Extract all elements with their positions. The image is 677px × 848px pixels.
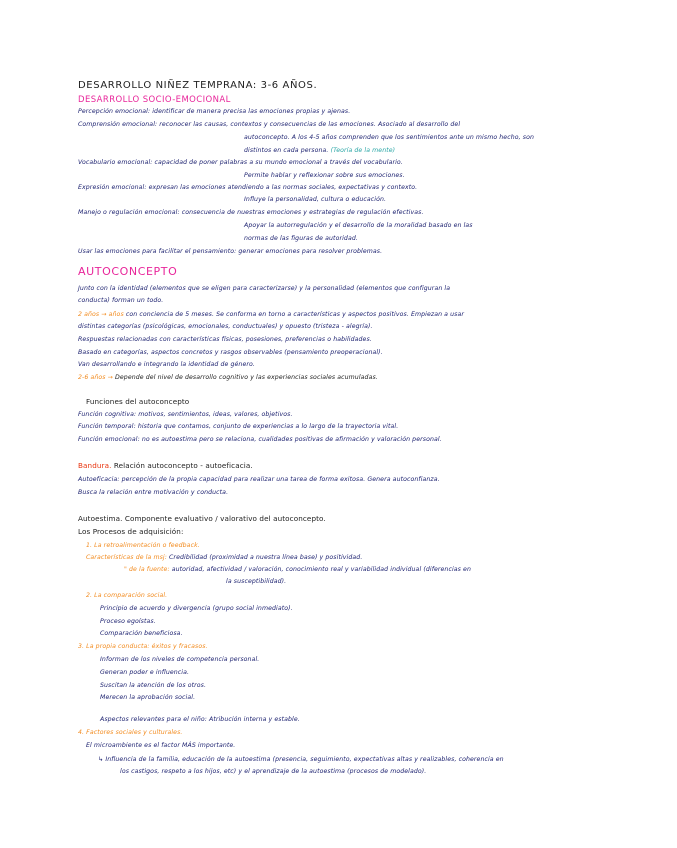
section-heading-autoconcepto: AUTOCONCEPTO [78,265,178,278]
note-line: ↳ Influencia de la familia, educación de la autoestima (presencia, seguimiento, expectativas altas y realizables, coherencia en [98,756,504,763]
section-heading-socioemocional: DESARROLLO SOCIO-EMOCIONAL [78,95,231,105]
note-line: Los Procesos de adquisición: [78,527,184,536]
note-text: Relación autoconcepto - autoeficacia. [113,461,253,470]
note-line: Expresión emocional: expresan las emociones atendiendo a las normas sociales, expectativas y contexto. [78,184,418,191]
bandura-label: Bandura. [78,461,112,470]
note-highlight: (Teoría de la mente) [330,147,396,154]
note-line: Influye la personalidad, cultura o educación. [244,196,387,203]
note-line: Comparación beneficiosa. [100,630,183,637]
note-highlight: 2-6 años → [78,374,113,381]
note-text: Credibilidad (proximidad a nuestra línea base) y positividad. [169,554,363,561]
list-heading: 2. La comparación social. [86,592,168,599]
note-line: la susceptibilidad). [226,578,287,585]
list-heading: 4. Factores sociales y culturales. [78,729,183,736]
note-line [86,554,362,562]
note-line: Principio de acuerdo y divergencia (grupo social inmediato). [100,605,293,612]
note-line: Percepción emocional: identificar de manera precisa las emociones propias y ajenas. [78,108,351,115]
note-line: Aspectos relevantes para el niño: Atribución interna y estable. [100,716,300,723]
note-line: Manejo o regulación emocional: consecuencia de nuestras emociones y estrategias de regulación efectivas. [78,209,424,216]
note-text: Depende del nivel de desarrollo cognitivo y las experiencias sociales acumuladas. [115,374,378,381]
note-line: Merecen la aprobación social. [100,694,196,701]
note-line: Apoyar la autorregulación y el desarrollo de la moralidad basado en las [244,222,473,229]
note-line [78,462,253,470]
note-line: Suscitan la atención de los otros. [100,682,207,689]
note-line: distintas categorías (psicológicas, emocionales, conductuales) y opuesto (tristeza - alegría). [78,323,373,330]
note-line [124,566,471,574]
note-line: Vocabulario emocional: capacidad de poner palabras a su mundo emocional a través del vocabulario. [78,159,403,166]
note-line: autoconcepto. A los 4-5 años comprenden que los sentimientos ante un mismo hecho, son [244,134,534,141]
note-text: distintos en cada persona. [244,147,329,154]
list-heading: 1. La retroalimentación o feedback. [86,542,200,549]
note-highlight: 2 años → años [78,311,124,318]
note-line: Permite hablar y reflexionar sobre sus emociones. [244,172,405,179]
note-line: Van desarrollando e integrando la identidad de género. [78,361,255,368]
note-line [78,374,378,382]
note-line: Usar las emociones para facilitar el pensamiento: generar emociones para resolver problemas. [78,248,383,255]
list-heading: 3. La propia conducta: éxitos y fracasos. [78,643,208,650]
note-line: Basado en categorías, aspectos concretos y rasgos observables (pensamiento preoperacional). [78,349,383,356]
note-label: Características de la msj: [86,554,167,561]
section-heading-autoestima: Autoestima. Componente evaluativo / valorativo del autoconcepto. [78,514,326,523]
note-line [244,147,395,155]
note-text: con conciencia de 5 meses. Se conforma en torno a características y aspectos positivos. Empiezan a usar [125,311,465,318]
note-text: autoridad, afectividad / valoración, conocimiento real y variabilidad individual (diferencias en [171,566,471,573]
note-line: Busca la relación entre motivación y conducta. [78,489,229,496]
note-line: Función temporal: historia que contamos, conjunto de experiencias a lo largo de la trayectoria vital. [78,423,399,430]
note-line: conducta) forman un todo. [78,297,164,304]
page-title: DESARROLLO NIÑEZ TEMPRANA: 3-6 AÑOS. [78,80,318,91]
note-line: Informan de los niveles de competencia personal. [100,656,260,663]
note-line: Junto con la identidad (elementos que se eligen para caracterizarse) y la personalidad (elementos que configuran la [78,285,451,292]
note-line: normas de las figuras de autoridad. [244,235,358,242]
note-line: Comprensión emocional: reconocer las causas, contextos y consecuencias de las emociones. Asociado al desarrollo del [78,121,461,128]
note-line: Función cognitiva: motivos, sentimientos, ideas, valores, objetivos. [78,411,293,418]
section-heading-funciones: Funciones del autoconcepto [86,397,190,406]
note-line: los castigos, respeto a los hijos, etc) y el aprendizaje de la autoestima (procesos de modelado). [120,768,427,775]
note-line: Proceso egoístas. [100,618,156,625]
note-line: Generan poder e influencia. [100,669,190,676]
note-line: El microambiente es el factor MÁS importante. [86,742,236,749]
note-label: " de la fuente: [124,566,170,573]
note-line: Función emocional: no es autoestima pero se relaciona, cualidades positivas de afirmación y valoración personal. [78,436,442,443]
note-line: Autoeficacia: percepción de la propia capacidad para realizar una tarea de forma exitosa. Genera autoconfianza. [78,476,440,483]
note-line [78,311,464,319]
note-line: Respuestas relacionadas con características físicas, posesiones, preferencias o habilidades. [78,336,372,343]
